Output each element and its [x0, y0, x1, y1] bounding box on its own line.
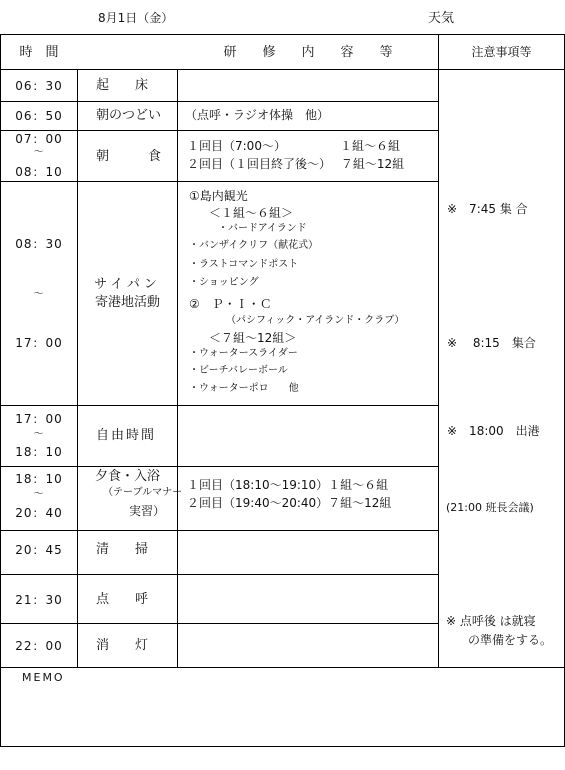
row-activity: （テーブルマナー [103, 487, 183, 498]
note-departure: ※ 18:00 出港 [447, 424, 540, 438]
row-activity: 朝のつどい [96, 108, 162, 123]
row-time: 06：50 [15, 109, 63, 123]
row-activity: 自由時間 [96, 428, 157, 443]
row-details: ①島内観光 [189, 189, 248, 203]
memo-label: MEMO [22, 671, 65, 684]
rule-row-5 [0, 466, 438, 467]
rule-row-4 [0, 405, 438, 406]
rule-header-bottom [0, 69, 565, 70]
row-activity: 実習） [129, 504, 166, 518]
row-details: ・ウォーターポロ 他 [189, 383, 299, 394]
row-details: ② Ｐ・Ｉ・Ｃ [189, 297, 272, 311]
row-time: 17：00 [15, 336, 63, 350]
rule-activity-col [177, 69, 178, 667]
row-details: ＜７組〜12組＞ [209, 331, 297, 345]
row-details: ・ラストコマンドポスト [189, 259, 299, 270]
row-details: （パシフィック・アイランド・クラブ） [226, 315, 405, 326]
row-details: ＜１組〜６組＞ [209, 206, 294, 220]
rule-top [0, 34, 565, 35]
row-activity: 夕食・入浴 [94, 469, 160, 484]
row-time: 21：30 [15, 593, 63, 607]
note-assembly-745: ※ 7:45 集 合 [447, 202, 528, 216]
row-time: 22：00 [15, 639, 63, 653]
row-details: ・ショッピング [189, 277, 259, 288]
row-details: １回目（7:00〜） １組〜６組 [187, 139, 400, 153]
row-details: ・バンザイクリフ（献花式） [189, 240, 319, 251]
rule-page-bottom [0, 746, 565, 747]
row-details: ・ビーチバレーボール [189, 365, 288, 376]
row-time: 06：30 [15, 79, 63, 93]
column-header-content: 研 修 内 容 等 [223, 45, 393, 60]
row-activity: 起 床 [96, 78, 149, 93]
rule-row-7 [0, 574, 438, 575]
rule-row-3 [0, 181, 438, 182]
weather-label: 天気 [428, 11, 455, 26]
column-header-notes: 注意事項等 [471, 45, 532, 59]
row-details: ・バードアイランド [218, 223, 307, 234]
row-time: 08：10 [15, 165, 63, 179]
note-assembly-815: ※ 8:15 集合 [447, 336, 536, 350]
column-header-time: 時 間 [19, 45, 59, 60]
row-details: １回目（18:10〜19:10）１組〜６組 [187, 478, 389, 492]
row-time: 20：45 [15, 543, 63, 557]
row-details: ２回目（19:40〜20:40）７組〜12組 [187, 496, 392, 510]
rule-row-6 [0, 530, 438, 531]
row-activity: 消 灯 [96, 638, 149, 653]
row-details: （点呼・ラジオ体操 他） [185, 108, 330, 122]
row-time: 18：10 [15, 445, 63, 459]
row-time: 07：00 [15, 132, 63, 146]
row-time: 08：30 [15, 237, 63, 251]
row-activity: 寄港地活動 [94, 295, 160, 310]
row-time-tilde: 〜 [33, 489, 45, 500]
row-time-tilde: 〜 [33, 147, 45, 158]
rule-row-2 [0, 130, 438, 131]
row-time: 17：00 [15, 412, 63, 426]
row-time-tilde: 〜 [33, 289, 45, 300]
row-time-tilde: 〜 [33, 429, 45, 440]
rule-table-bottom [0, 667, 565, 668]
row-time: 18：10 [15, 472, 63, 486]
note-prepare-sleep: の準備をする。 [468, 633, 553, 647]
note-leader-meeting: (21:00 班長会議) [446, 501, 534, 514]
rule-time-col [77, 69, 78, 667]
row-activity: 清 掃 [96, 542, 149, 557]
row-details: ・ウォータースライダー [189, 348, 298, 359]
note-after-rollcall: ※ 点呼後 は就寝 [446, 614, 536, 628]
row-activity: サイパン [94, 277, 161, 292]
row-activity: 朝 食 [96, 149, 162, 164]
rule-row-1 [0, 101, 438, 102]
row-time: 20：40 [15, 506, 63, 520]
rule-row-8 [0, 623, 438, 624]
row-activity: 点 呼 [96, 592, 149, 607]
date-label: 8月1日（金） [98, 11, 174, 25]
rule-notes-col [438, 34, 439, 667]
row-details: ２回目（１回目終了後〜） ７組〜12組 [187, 157, 405, 171]
